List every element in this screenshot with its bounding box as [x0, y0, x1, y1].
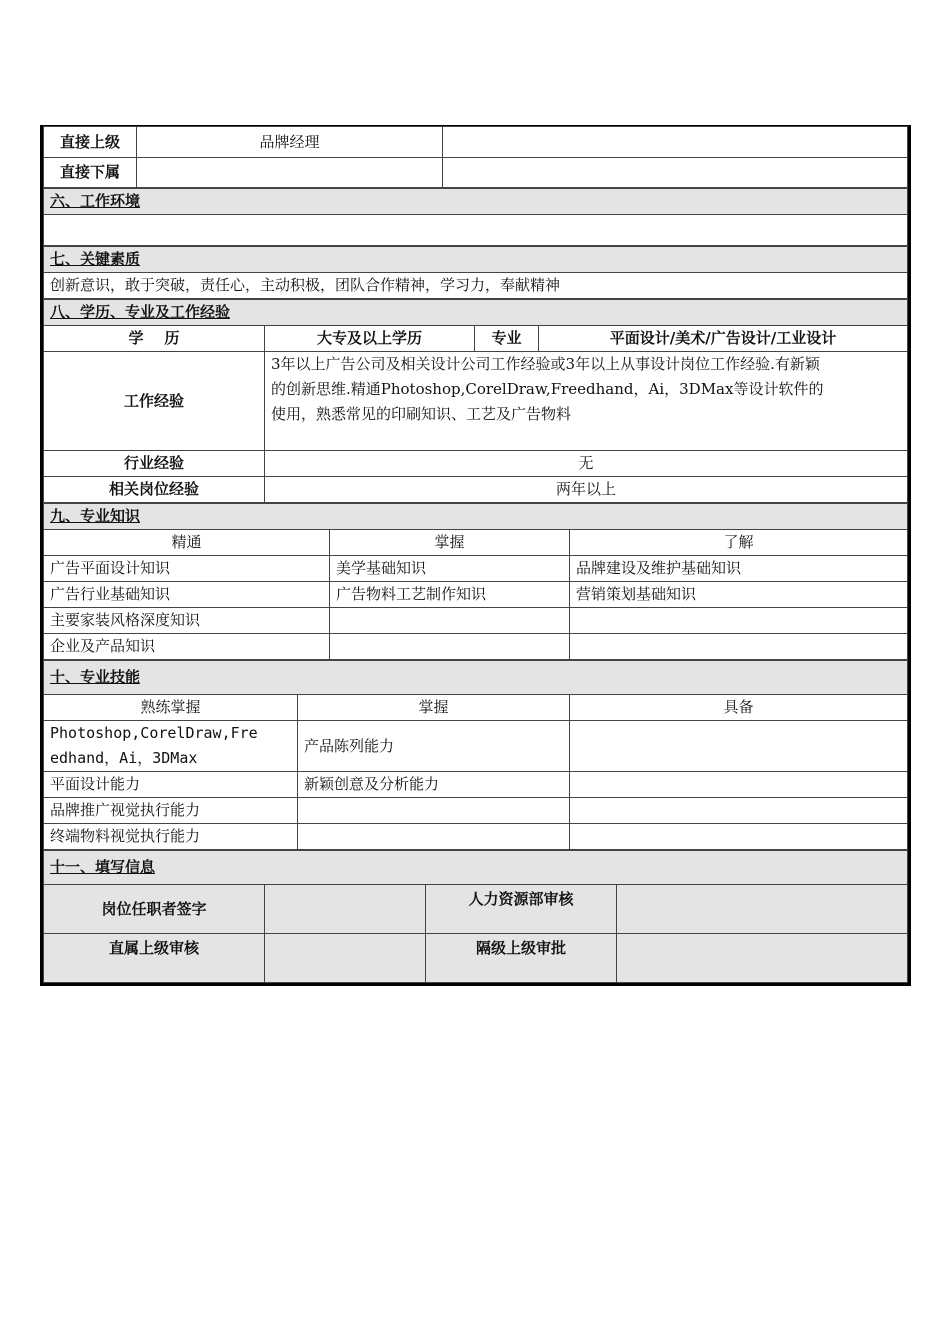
- form-frame: [40, 125, 911, 986]
- related-experience-label: 相关岗位经验: [44, 477, 265, 503]
- knowledge-cell: [570, 608, 908, 634]
- superior-review-field[interactable]: [265, 934, 426, 983]
- table-row: [44, 608, 908, 634]
- table-row: [44, 721, 908, 772]
- knowledge-header: 了解: [570, 530, 908, 556]
- skills-cell-line: edhand，Ai，3DMax: [50, 749, 198, 767]
- skills-cell: 产品陈列能力: [298, 721, 570, 772]
- empty-cell: [443, 127, 908, 158]
- skills-cell: [298, 824, 570, 850]
- section-title: 八、学历、专业及工作经验: [44, 300, 908, 326]
- section-professional-skills: [43, 660, 908, 850]
- knowledge-header: 精通: [44, 530, 330, 556]
- knowledge-cell: 营销策划基础知识: [570, 582, 908, 608]
- section-title: 七、关键素质: [44, 247, 908, 273]
- section-title: 九、专业知识: [44, 504, 908, 530]
- knowledge-cell: 广告物料工艺制作知识: [330, 582, 570, 608]
- knowledge-cell: 广告平面设计知识: [44, 556, 330, 582]
- section-title: 十一、填写信息: [44, 851, 908, 885]
- knowledge-cell: 企业及产品知识: [44, 634, 330, 660]
- section-key-qualities: [43, 246, 908, 299]
- knowledge-cell: 广告行业基础知识: [44, 582, 330, 608]
- knowledge-cell: 品牌建设及维护基础知识: [570, 556, 908, 582]
- skills-cell-line: Photoshop,CorelDraw,Fre: [50, 724, 258, 742]
- skip-level-approval-label: 隔级上级审批: [426, 934, 617, 983]
- skills-cell: 品牌推广视觉执行能力: [44, 798, 298, 824]
- section-professional-knowledge: [43, 503, 908, 660]
- table-row: [44, 634, 908, 660]
- table-row: [44, 582, 908, 608]
- skills-cell: 新颖创意及分析能力: [298, 772, 570, 798]
- section-education-experience: [43, 299, 908, 503]
- direct-superior-value: 品牌经理: [137, 127, 443, 158]
- table-row: [44, 798, 908, 824]
- skills-cell: [570, 824, 908, 850]
- skills-cell: 平面设计能力: [44, 772, 298, 798]
- table-row: [44, 824, 908, 850]
- skills-cell: 终端物料视觉执行能力: [44, 824, 298, 850]
- knowledge-cell: 主要家装风格深度知识: [44, 608, 330, 634]
- work-experience-line: 3年以上广告公司及相关设计公司工作经验或3年以上从事设计岗位工作经验.有新颖: [271, 355, 820, 373]
- related-experience-value: 两年以上: [265, 477, 908, 503]
- direct-subordinate-label: 直接下属: [44, 158, 137, 188]
- education-value: 大专及以上学历: [265, 326, 475, 352]
- skills-cell: [298, 798, 570, 824]
- work-experience-label: 工作经验: [44, 352, 265, 451]
- table-row: [44, 556, 908, 582]
- direct-subordinate-value: [137, 158, 443, 188]
- incumbent-signature-label: 岗位任职者签字: [44, 885, 265, 934]
- direct-superior-label: 直接上级: [44, 127, 137, 158]
- skills-cell: [570, 798, 908, 824]
- skills-header: 具备: [570, 695, 908, 721]
- key-qualities-content: 创新意识，敢于突破，责任心，主动积极，团队合作精神，学习力，奉献精神: [44, 273, 908, 299]
- skills-cell: [44, 721, 298, 772]
- major-label: 专业: [475, 326, 539, 352]
- education-label: 学 历: [44, 326, 265, 352]
- knowledge-cell: 美学基础知识: [330, 556, 570, 582]
- section-fill-info: [43, 850, 908, 983]
- work-environment-content: [44, 215, 908, 246]
- skills-header: 掌握: [298, 695, 570, 721]
- incumbent-signature-field[interactable]: [265, 885, 426, 934]
- skills-cell: [570, 721, 908, 772]
- hr-review-label: 人力资源部审核: [426, 885, 617, 934]
- skip-level-approval-field[interactable]: [617, 934, 908, 983]
- hr-review-field[interactable]: [617, 885, 908, 934]
- knowledge-cell: [330, 608, 570, 634]
- industry-experience-value: 无: [265, 451, 908, 477]
- job-description-form: [40, 125, 911, 986]
- knowledge-header: 掌握: [330, 530, 570, 556]
- section-title: 六、工作环境: [44, 189, 908, 215]
- work-experience-line: 的创新思维.精通Photoshop,CorelDraw,Freedhand，Ai，3DMax等设计软件的: [271, 380, 824, 398]
- skills-cell: [570, 772, 908, 798]
- superior-review-label: 直属上级审核: [44, 934, 265, 983]
- section-title: 十、专业技能: [44, 661, 908, 695]
- work-experience-line: 使用，熟悉常见的印刷知识、工艺及广告物料: [271, 405, 572, 423]
- knowledge-cell: [330, 634, 570, 660]
- major-value: 平面设计/美术/广告设计/工业设计: [539, 326, 908, 352]
- table-row: [44, 772, 908, 798]
- reporting-table: [43, 126, 908, 188]
- skills-header: 熟练掌握: [44, 695, 298, 721]
- work-experience-value: [265, 352, 908, 451]
- section-work-environment: [43, 188, 908, 246]
- knowledge-cell: [570, 634, 908, 660]
- industry-experience-label: 行业经验: [44, 451, 265, 477]
- empty-cell: [443, 158, 908, 188]
